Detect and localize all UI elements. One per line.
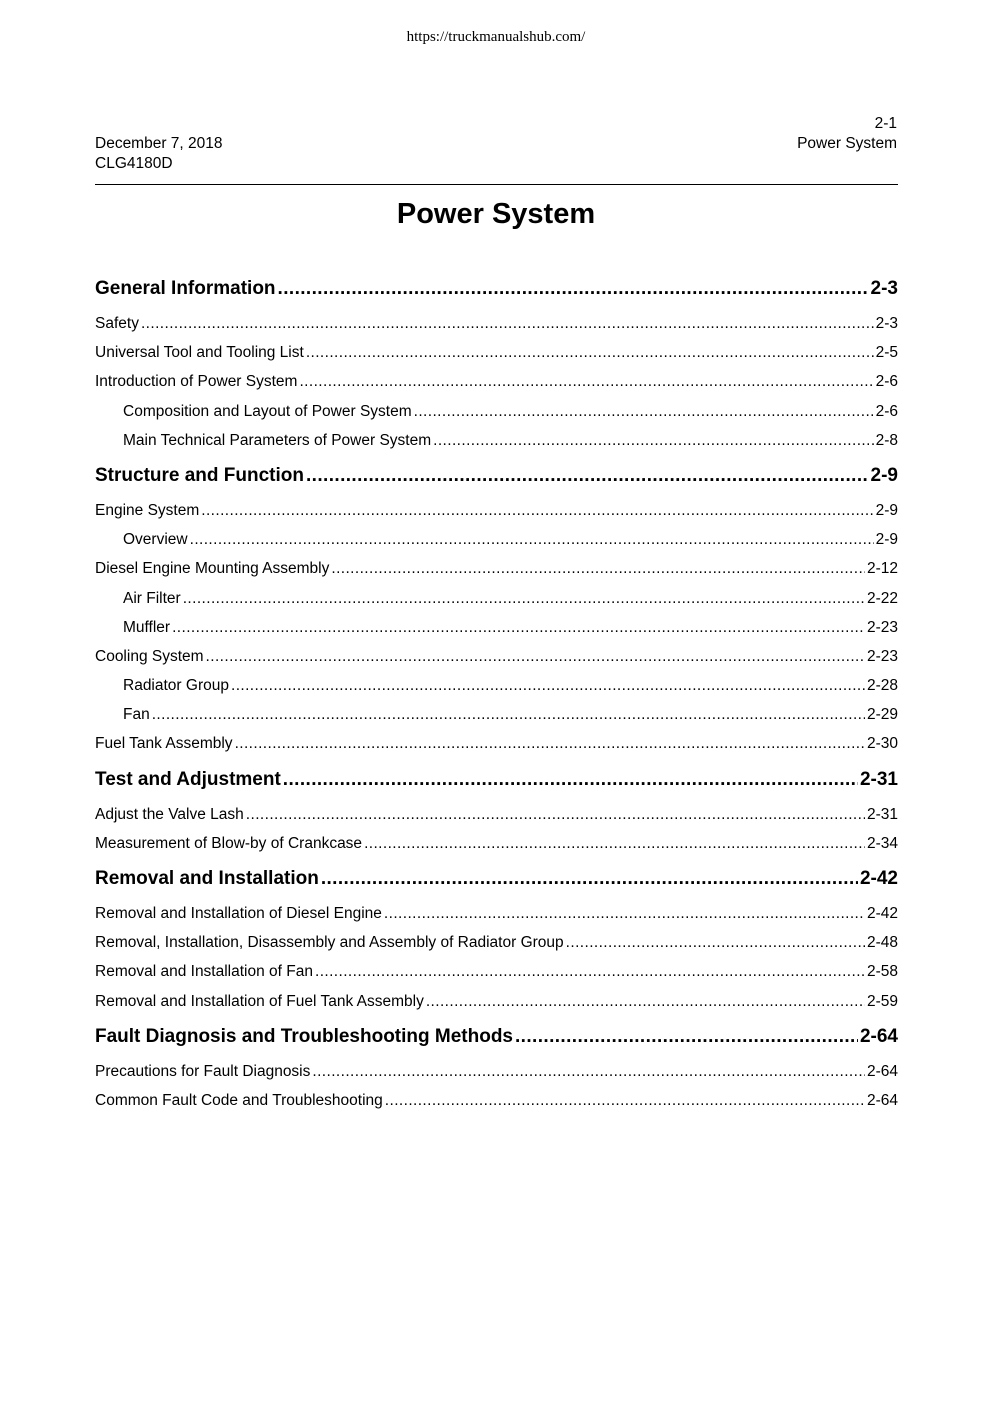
toc-entry-label: Overview [123, 531, 188, 549]
toc-entry-label: Test and Adjustment [95, 768, 281, 790]
toc-dot-leader [515, 1022, 858, 1052]
toc-entry-page: 2-31 [859, 768, 898, 790]
toc-entry-page: 2-22 [866, 589, 898, 607]
toc-entry-page: 2-59 [866, 992, 898, 1010]
page-title: Power System [396, 198, 596, 230]
toc-entry[interactable] [95, 613, 898, 642]
toc-section-heading[interactable] [95, 765, 898, 795]
toc-entry-page: 2-34 [866, 834, 898, 852]
toc-entry-page: 2-9 [870, 464, 898, 486]
toc-entry[interactable] [95, 338, 898, 367]
toc-entry-label: Removal and Installation [95, 868, 319, 889]
toc-dot-leader [246, 800, 865, 829]
header-chapter: Power System [797, 135, 897, 152]
toc-entry-label: Precautions for Fault Diagnosis [95, 1062, 311, 1080]
toc-entry-label: Main Technical Parameters of Power System [123, 431, 432, 449]
toc-dot-leader [283, 765, 858, 795]
toc-entry-page: 2-23 [866, 647, 898, 665]
toc-section-heading[interactable] [95, 461, 898, 491]
toc-entry[interactable] [95, 700, 898, 729]
toc-entry[interactable] [95, 1057, 898, 1086]
toc-dot-leader [231, 671, 865, 700]
toc-section-heading[interactable] [95, 1022, 898, 1052]
toc-entry[interactable] [95, 584, 898, 613]
header-right [797, 114, 897, 154]
toc-entry-label: Structure and Function [95, 464, 304, 486]
toc-entry-label: Common Fault Code and Troubleshooting [95, 1091, 383, 1109]
toc-entry[interactable] [95, 829, 898, 858]
toc-entry[interactable] [95, 987, 898, 1016]
toc-entry[interactable] [95, 554, 898, 583]
toc-entry[interactable] [95, 671, 898, 700]
toc-dot-leader [306, 338, 874, 367]
header-model: CLG4180D [95, 155, 173, 172]
header-divider [95, 184, 898, 185]
toc-entry-page: 2-6 [875, 402, 898, 420]
toc-entry-label: Cooling System [95, 647, 204, 665]
toc-entry-page: 2-64 [866, 1091, 898, 1109]
toc-entry-label: Removal, Installation, Disassembly and Assembly of Radiator Group [95, 934, 564, 952]
toc-dot-leader [312, 1057, 865, 1086]
header-page-number: 2-1 [874, 115, 897, 132]
toc-entry[interactable] [95, 309, 898, 338]
toc-entry-label: Safety [95, 315, 139, 332]
toc-entry-label: Removal and Installation of Fan [95, 963, 313, 981]
toc-entry-page: 2-48 [866, 934, 898, 952]
toc-dot-leader [278, 274, 869, 304]
toc-entry-page: 2-9 [875, 531, 898, 549]
toc-dot-leader [201, 496, 873, 525]
toc-dot-leader [152, 700, 865, 729]
toc-entry-page: 2-42 [866, 905, 898, 922]
toc-dot-leader [414, 397, 874, 426]
toc-dot-leader [183, 584, 865, 613]
toc-entry-page: 2-9 [875, 501, 898, 519]
toc-entry[interactable] [95, 899, 898, 928]
toc-dot-leader [190, 525, 874, 554]
toc-entry[interactable] [95, 729, 898, 758]
toc-dot-leader [306, 461, 869, 491]
toc-dot-leader [364, 829, 865, 858]
toc-entry-label: Fuel Tank Assembly [95, 735, 233, 753]
toc-dot-leader [331, 554, 865, 583]
toc-entry[interactable] [95, 928, 898, 957]
toc-entry-label: Removal and Installation of Fuel Tank Assembly [95, 992, 424, 1010]
toc-entry-page: 2-3 [875, 315, 898, 332]
toc-entry-page: 2-58 [866, 963, 898, 981]
toc-entry[interactable] [95, 426, 898, 455]
toc-entry[interactable] [95, 397, 898, 426]
toc-entry-page: 2-29 [866, 706, 898, 724]
toc-entry[interactable] [95, 496, 898, 525]
toc-entry-label: Radiator Group [123, 677, 229, 695]
toc-entry-page: 2-3 [870, 278, 898, 299]
toc-entry-page: 2-8 [875, 431, 898, 449]
toc-entry-label: Air Filter [123, 589, 181, 607]
toc-entry[interactable] [95, 800, 898, 829]
toc-entry-page: 2-23 [866, 618, 898, 636]
toc-entry-page: 2-6 [875, 373, 898, 391]
toc-entry-label: General Information [95, 278, 276, 299]
toc-dot-leader [385, 1086, 865, 1115]
toc-entry-label: Engine System [95, 501, 200, 519]
toc-entry-page: 2-42 [859, 868, 898, 889]
watermark-url[interactable]: https://truckmanualshub.com/ [406, 29, 586, 45]
toc-entry-label: Diesel Engine Mounting Assembly [95, 560, 330, 578]
toc-dot-leader [315, 957, 865, 986]
toc-entry-label: Introduction of Power System [95, 373, 298, 391]
toc-entry[interactable] [95, 957, 898, 986]
toc-dot-leader [299, 367, 873, 396]
toc-dot-leader [566, 928, 865, 957]
toc-dot-leader [206, 642, 865, 671]
toc-entry-label: Fan [123, 706, 150, 724]
toc-section-heading[interactable] [95, 274, 898, 304]
toc-entry-label: Universal Tool and Tooling List [95, 344, 304, 362]
table-of-contents [95, 274, 898, 1115]
toc-dot-leader [141, 309, 874, 338]
header-date: December 7, 2018 [95, 135, 223, 152]
toc-entry-page: 2-5 [875, 344, 898, 362]
toc-section-heading[interactable] [95, 864, 898, 894]
toc-dot-leader [172, 613, 865, 642]
toc-entry-label: Measurement of Blow-by of Crankcase [95, 834, 363, 852]
toc-entry-label: Composition and Layout of Power System [123, 402, 412, 420]
toc-entry-page: 2-64 [866, 1062, 898, 1080]
toc-dot-leader [384, 899, 865, 928]
toc-entry[interactable] [95, 1086, 898, 1115]
toc-entry-page: 2-30 [866, 735, 898, 753]
toc-entry[interactable] [95, 367, 898, 396]
toc-entry-label: Removal and Installation of Diesel Engine [95, 905, 382, 922]
toc-entry-page: 2-28 [866, 677, 898, 695]
toc-entry-label: Muffler [123, 618, 171, 636]
toc-entry[interactable] [95, 525, 898, 554]
header-left [95, 134, 223, 174]
toc-dot-leader [235, 729, 865, 758]
toc-entry-label: Adjust the Valve Lash [95, 805, 244, 823]
toc-dot-leader [433, 426, 873, 455]
toc-entry[interactable] [95, 642, 898, 671]
toc-entry-page: 2-64 [859, 1025, 898, 1047]
toc-entry-label: Fault Diagnosis and Troubleshooting Methods [95, 1025, 513, 1047]
toc-entry-page: 2-12 [866, 560, 898, 578]
toc-dot-leader [321, 864, 858, 894]
toc-dot-leader [426, 987, 865, 1016]
toc-entry-page: 2-31 [866, 805, 898, 823]
